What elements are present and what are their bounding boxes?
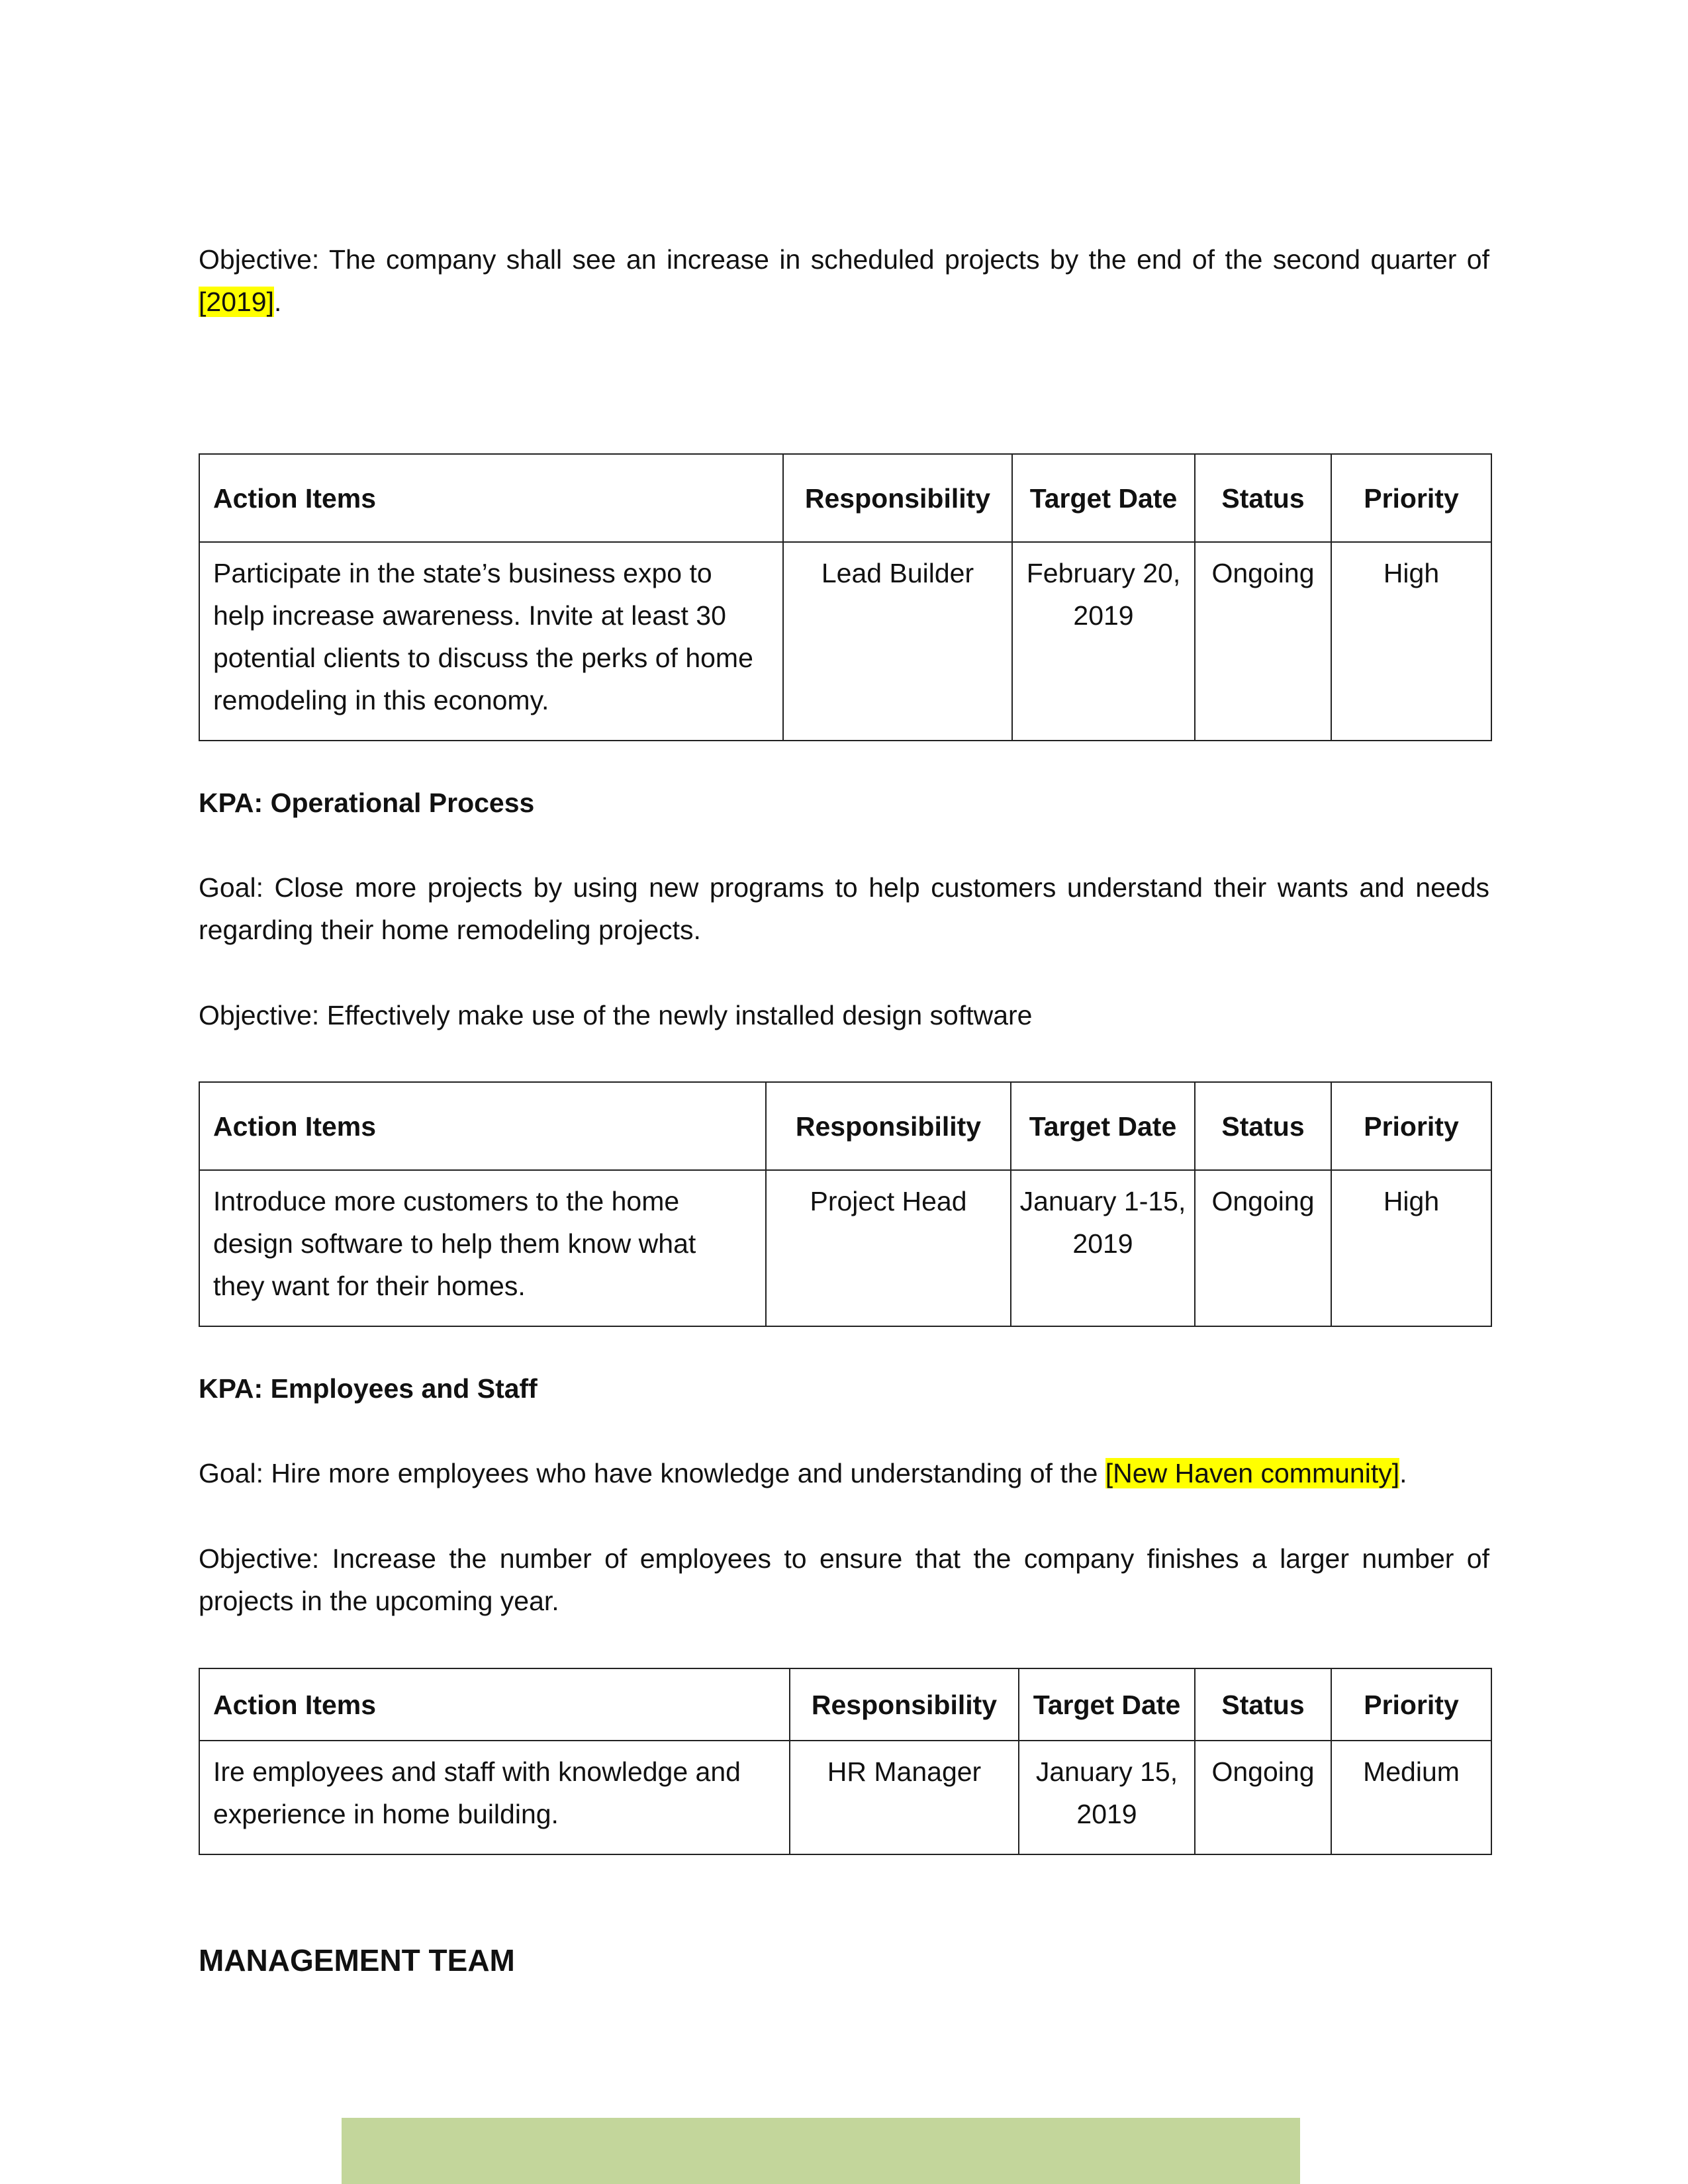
highlighted-placeholder-year: [2019] [199,287,274,317]
goal-period: . [1399,1458,1407,1488]
goal-text: Goal: Hire more employees who have knowledge and understanding of the [199,1458,1105,1488]
cell-responsibility: Project Head [766,1170,1011,1326]
kpa-heading-employees: KPA: Employees and Staff [199,1373,538,1404]
header-status: Status [1195,454,1331,542]
objective-paragraph-sales [199,238,1489,323]
header-action-items: Action Items [199,454,783,542]
cell-action: Ire employees and staff with knowledge and experience in home building. [199,1741,790,1854]
table-header-row [199,454,1491,542]
header-action-items: Action Items [199,1082,766,1170]
cell-target-date: February 20, 2019 [1012,542,1195,741]
objective-text: Objective: The company shall see an increase in scheduled projects by the end of the second quarter of [199,244,1489,275]
table-header-row [199,1082,1491,1170]
cell-responsibility: HR Manager [790,1741,1019,1854]
goal-paragraph-operational: Goal: Close more projects by using new programs to help customers understand their wants and needs regarding their home remodeling projects. [199,872,1489,945]
header-status: Status [1195,1668,1331,1741]
green-header-bar [342,2118,1300,2184]
cell-priority: High [1331,1170,1491,1326]
cell-priority: High [1331,542,1491,741]
header-action-items: Action Items [199,1668,790,1741]
cell-action: Introduce more customers to the home design software to help them know what they want for their homes. [199,1170,766,1326]
header-priority: Priority [1331,1668,1491,1741]
objective-period: . [274,287,282,317]
table-header-row [199,1668,1491,1741]
cell-status: Ongoing [1195,542,1331,741]
action-plan-table-operational [199,1081,1492,1327]
cell-status: Ongoing [1195,1741,1331,1854]
table-row [199,1741,1491,1854]
table-row [199,1170,1491,1326]
header-priority: Priority [1331,1082,1491,1170]
header-status: Status [1195,1082,1331,1170]
cell-action: Participate in the state’s business expo to help increase awareness. Invite at least 30 potential clients to discuss the perks of home remodeling in this economy. [199,542,783,741]
management-team-heading: MANAGEMENT TEAM [199,1943,515,1978]
cell-priority: Medium [1331,1741,1491,1854]
cell-target-date: January 15, 2019 [1019,1741,1195,1854]
header-target-date: Target Date [1012,454,1195,542]
goal-paragraph-employees [199,1452,1489,1494]
objective-paragraph-employees: Objective: Increase the number of employees to ensure that the company finishes a larger number of projects in the upcoming year. [199,1543,1489,1616]
action-plan-table-employees [199,1668,1492,1855]
header-responsibility: Responsibility [783,454,1012,542]
table-row [199,542,1491,741]
header-responsibility: Responsibility [790,1668,1019,1741]
kpa-heading-operational: KPA: Operational Process [199,788,535,818]
cell-status: Ongoing [1195,1170,1331,1326]
highlighted-placeholder-community: [New Haven community] [1105,1458,1400,1488]
header-priority: Priority [1331,454,1491,542]
objective-paragraph-operational: Objective: Effectively make use of the newly installed design software [199,1000,1033,1030]
header-target-date: Target Date [1019,1668,1195,1741]
header-responsibility: Responsibility [766,1082,1011,1170]
header-target-date: Target Date [1011,1082,1195,1170]
action-plan-table-sales [199,453,1492,741]
cell-responsibility: Lead Builder [783,542,1012,741]
cell-target-date: January 1-15, 2019 [1011,1170,1195,1326]
